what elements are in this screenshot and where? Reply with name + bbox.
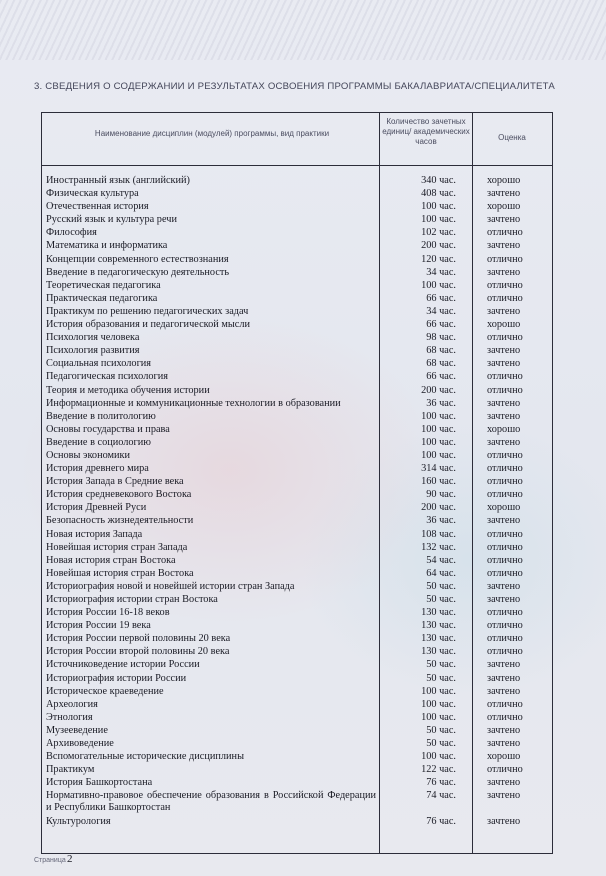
grade-value: отлично	[487, 607, 523, 619]
hours-value: 122 час.	[421, 764, 456, 776]
hours-value: 54 час.	[426, 554, 456, 566]
grade-value: зачтено	[487, 188, 521, 200]
hours-value: 98 час.	[426, 332, 456, 344]
grade-value: отлично	[487, 620, 523, 632]
grade-value: отлично	[487, 567, 523, 579]
table-row	[46, 725, 546, 738]
hours-value: 100 час.	[421, 423, 456, 435]
hours-value: 108 час.	[421, 528, 456, 540]
grade-value: зачтено	[487, 580, 521, 592]
hours-value: 90 час.	[426, 489, 456, 501]
table-row	[46, 502, 546, 515]
hours-value: 130 час.	[421, 646, 456, 658]
table-row	[46, 816, 546, 829]
discipline-name: История России второй половины 20 века	[46, 646, 230, 658]
page-label: Страница	[34, 857, 66, 864]
grade-value: хорошо	[487, 319, 521, 331]
discipline-name: Психология развития	[46, 345, 140, 357]
table-row	[46, 607, 546, 620]
discipline-name: Введение в социологию	[46, 436, 151, 448]
table-row	[46, 529, 546, 542]
table-row	[46, 515, 546, 528]
grade-value: отлично	[487, 764, 523, 776]
discipline-name: Вспомогательные исторические дисциплины	[46, 751, 244, 763]
grade-value: отлично	[487, 541, 523, 553]
hours-value: 200 час.	[421, 502, 456, 514]
grade-value: хорошо	[487, 423, 521, 435]
grade-value: зачтено	[487, 345, 521, 357]
grade-value: хорошо	[487, 502, 521, 514]
hours-value: 76 час.	[426, 777, 456, 789]
table-row	[46, 646, 546, 659]
discipline-name: Отечественная история	[46, 201, 149, 213]
grade-value: отлично	[487, 253, 523, 265]
grade-value: зачтено	[487, 266, 521, 278]
grade-value: отлично	[487, 227, 523, 239]
table-row	[46, 214, 546, 227]
table-row	[46, 555, 546, 568]
table-row	[46, 319, 546, 332]
hours-value: 68 час.	[426, 358, 456, 370]
hours-value: 200 час.	[421, 384, 456, 396]
hours-value: 100 час.	[421, 751, 456, 763]
hours-value: 36 час.	[426, 397, 456, 409]
hours-value: 120 час.	[421, 253, 456, 265]
discipline-name: Педагогическая психология	[46, 371, 168, 383]
hours-value: 68 час.	[426, 345, 456, 357]
grade-value: хорошо	[487, 201, 521, 213]
grade-value: зачтено	[487, 397, 521, 409]
table-row	[46, 777, 546, 790]
table-row	[46, 476, 546, 489]
hours-value: 340 час.	[421, 175, 456, 186]
table-row	[46, 633, 546, 646]
grade-value: зачтено	[487, 790, 521, 802]
table-row	[46, 201, 546, 214]
table-row	[46, 594, 546, 607]
table-row	[46, 450, 546, 463]
hours-value: 66 час.	[426, 371, 456, 383]
table-row	[46, 227, 546, 240]
table-row	[46, 240, 546, 253]
discipline-name: Теория и методика обучения истории	[46, 384, 210, 396]
table-row	[46, 489, 546, 502]
grade-value: отлично	[487, 332, 523, 344]
hours-value: 74 час.	[426, 790, 456, 802]
discipline-name: История древнего мира	[46, 463, 149, 475]
hours-value: 34 час.	[426, 266, 456, 278]
grade-value: зачтено	[487, 240, 521, 252]
discipline-name: Основы государства и права	[46, 423, 170, 435]
discipline-name: История средневекового Востока	[46, 489, 192, 501]
discipline-name: История Башкортостана	[46, 777, 153, 789]
table-row	[46, 686, 546, 699]
table-row	[46, 764, 546, 777]
hours-value: 408 час.	[421, 188, 456, 200]
grade-value: зачтено	[487, 214, 521, 226]
grade-value: зачтено	[487, 777, 521, 789]
table-row	[46, 293, 546, 306]
discipline-name: Этнология	[46, 711, 93, 723]
grade-value: отлично	[487, 476, 523, 488]
grade-value: зачтено	[487, 724, 521, 736]
grade-value: отлично	[487, 711, 523, 723]
discipline-name: Физическая культура	[46, 188, 139, 200]
table-row	[46, 699, 546, 712]
discipline-name: Философия	[46, 227, 97, 239]
discipline-name: Русский язык и культура речи	[46, 214, 177, 226]
hours-value: 200 час.	[421, 240, 456, 252]
table-row	[46, 568, 546, 581]
table-row	[46, 424, 546, 437]
table-row	[46, 751, 546, 764]
discipline-name: Психология человека	[46, 332, 140, 344]
hours-value: 76 час.	[426, 816, 456, 828]
hours-value: 64 час.	[426, 567, 456, 579]
grade-value: отлично	[487, 292, 523, 304]
discipline-name: Социальная психология	[46, 358, 152, 370]
discipline-name: Иностранный язык (английский)	[46, 175, 190, 186]
table-row	[46, 385, 546, 398]
table-row	[46, 411, 546, 424]
grade-value: зачтено	[487, 685, 521, 697]
discipline-name: История Запада в Средние века	[46, 476, 184, 488]
hours-value: 130 час.	[421, 620, 456, 632]
grade-value: отлично	[487, 371, 523, 383]
discipline-name: Историография новой и новейшей истории стран Запада	[46, 580, 295, 592]
discipline-name: Безопасность жизнедеятельности	[46, 515, 194, 527]
table-row	[46, 581, 546, 594]
header-name: Наименование дисциплин (модулей) программы, вид практики	[94, 129, 330, 138]
discipline-name: Практическая педагогика	[46, 292, 158, 304]
header-divider	[42, 165, 552, 166]
hours-value: 50 час.	[426, 580, 456, 592]
table-row	[46, 463, 546, 476]
discipline-name: Концепции современного естествознания	[46, 253, 229, 265]
hours-value: 66 час.	[426, 292, 456, 304]
grade-value: зачтено	[487, 305, 521, 317]
hours-value: 100 час.	[421, 201, 456, 213]
header-grade: Оценка	[498, 133, 526, 142]
discipline-name: Информационные и коммуникационные технологии в образовании	[46, 397, 341, 409]
table-row	[46, 659, 546, 672]
grade-value: хорошо	[487, 751, 521, 763]
hours-value: 66 час.	[426, 319, 456, 331]
hours-value: 100 час.	[421, 698, 456, 710]
hours-value: 130 час.	[421, 607, 456, 619]
hours-value: 34 час.	[426, 305, 456, 317]
table-row	[46, 280, 546, 293]
header-hours: Количество зачетных единиц/ академических часов	[382, 117, 470, 146]
table-row	[46, 358, 546, 371]
discipline-name: Новейшая история стран Востока	[46, 567, 194, 579]
discipline-name: Историческое краеведение	[46, 685, 164, 697]
table-row	[46, 332, 546, 345]
discipline-name: Археология	[46, 698, 98, 710]
discipline-name: Введение в политологию	[46, 410, 156, 422]
table-row	[46, 371, 546, 384]
discipline-name: Теоретическая педагогика	[46, 279, 161, 291]
discipline-name: Введение в педагогическую деятельность	[46, 266, 230, 278]
hours-value: 100 час.	[421, 685, 456, 697]
grade-value: отлично	[487, 633, 523, 645]
table-row	[46, 175, 546, 188]
discipline-name: История Древней Руси	[46, 502, 147, 514]
table-body	[46, 175, 546, 830]
grade-value: отлично	[487, 279, 523, 291]
hours-value: 100 час.	[421, 449, 456, 461]
hours-value: 130 час.	[421, 633, 456, 645]
hours-value: 100 час.	[421, 410, 456, 422]
grade-value: отлично	[487, 528, 523, 540]
table-row	[46, 542, 546, 555]
grade-value: отлично	[487, 489, 523, 501]
grade-value: отлично	[487, 449, 523, 461]
grade-value: отлично	[487, 554, 523, 566]
grade-value: отлично	[487, 384, 523, 396]
discipline-name: Нормативно-правовое обеспечение образования в Российской Федерации и Республики Башкортостан	[46, 790, 376, 814]
grade-value: зачтено	[487, 738, 521, 750]
hours-value: 314 час.	[421, 463, 456, 475]
grade-value: зачтено	[487, 672, 521, 684]
table-row	[46, 620, 546, 633]
grade-value: отлично	[487, 698, 523, 710]
table-row	[46, 345, 546, 358]
discipline-name: Практикум	[46, 764, 95, 776]
table-row	[46, 712, 546, 725]
table-row	[46, 790, 546, 816]
hours-value: 36 час.	[426, 515, 456, 527]
hours-value: 102 час.	[421, 227, 456, 239]
hours-value: 100 час.	[421, 214, 456, 226]
table-row	[46, 738, 546, 751]
discipline-name: Культурология	[46, 816, 111, 828]
grade-value: зачтено	[487, 410, 521, 422]
table-row	[46, 254, 546, 267]
discipline-name: Новейшая история стран Запада	[46, 541, 188, 553]
hours-value: 50 час.	[426, 672, 456, 684]
table-row	[46, 306, 546, 319]
hours-value: 50 час.	[426, 738, 456, 750]
page-number: 2	[67, 853, 73, 865]
discipline-name: Основы экономики	[46, 449, 131, 461]
discipline-name: Новая история Запада	[46, 528, 143, 540]
discipline-name: Музееведение	[46, 724, 108, 736]
table-row	[46, 267, 546, 280]
grade-value: зачтено	[487, 515, 521, 527]
table-row	[46, 188, 546, 201]
grade-value: хорошо	[487, 175, 521, 186]
discipline-name: Новая история стран Востока	[46, 554, 176, 566]
grade-value: зачтено	[487, 659, 521, 671]
grade-value: отлично	[487, 463, 523, 475]
discipline-name: Практикум по решению педагогических задач	[46, 305, 249, 317]
discipline-name: История России 16-18 веков	[46, 607, 170, 619]
hours-value: 132 час.	[421, 541, 456, 553]
discipline-name: История России 19 века	[46, 620, 151, 632]
hours-value: 50 час.	[426, 594, 456, 605]
hours-value: 50 час.	[426, 659, 456, 671]
discipline-name: Источниковедение истории России	[46, 659, 200, 671]
grade-value: зачтено	[487, 816, 521, 828]
discipline-name: История России первой половины 20 века	[46, 633, 231, 645]
discipline-name: Историография истории России	[46, 672, 187, 684]
grade-value: отлично	[487, 646, 523, 658]
discipline-name: Историография истории стран Востока	[46, 594, 218, 605]
hours-value: 100 час.	[421, 279, 456, 291]
grade-value: зачтено	[487, 594, 521, 605]
hours-value: 160 час.	[421, 476, 456, 488]
hours-value: 50 час.	[426, 724, 456, 736]
discipline-name: Математика и информатика	[46, 240, 168, 252]
hours-value: 100 час.	[421, 711, 456, 723]
table-row	[46, 398, 546, 411]
discipline-name: Архивоведение	[46, 738, 114, 750]
table-row	[46, 437, 546, 450]
grade-value: зачтено	[487, 436, 521, 448]
section-title: 3. СВЕДЕНИЯ О СОДЕРЖАНИИ И РЕЗУЛЬТАТАХ ОСВОЕНИЯ ПРОГРАММЫ БАКАЛАВРИАТА/СПЕЦИАЛИТЕТА	[34, 81, 555, 92]
security-pattern	[0, 0, 606, 60]
discipline-name: История образования и педагогической мысли	[46, 319, 251, 331]
table-row	[46, 673, 546, 686]
hours-value: 100 час.	[421, 436, 456, 448]
grade-value: зачтено	[487, 358, 521, 370]
